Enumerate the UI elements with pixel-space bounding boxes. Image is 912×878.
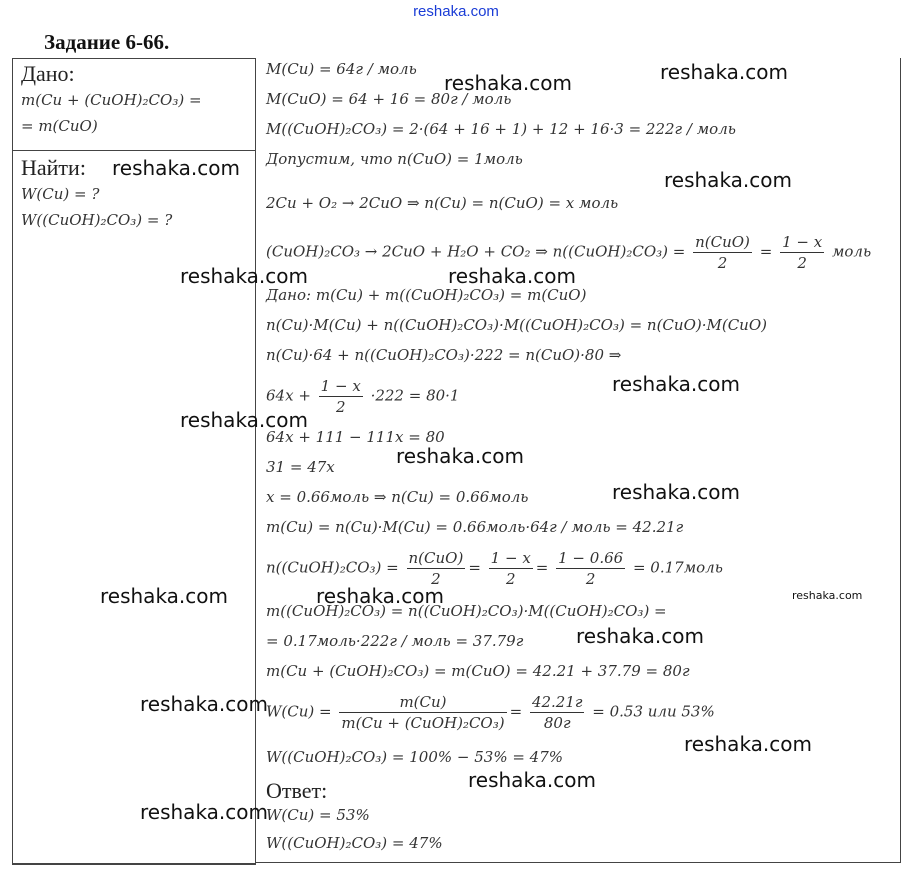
find-line-2: W((CuOH)₂CO₃) = ? (21, 211, 173, 229)
answer-heading: Ответ: (266, 778, 328, 803)
l15-left: n((CuOH)₂CO₃) = (266, 558, 399, 577)
watermark: reshaka.com (316, 584, 444, 608)
given-section (13, 59, 256, 151)
l6-fraction-1 (693, 232, 752, 273)
find-section (13, 151, 256, 864)
watermark: reshaka.com (660, 60, 788, 84)
answer-line-1: W(Cu) = 53% (266, 806, 370, 824)
watermark: reshaka.com (792, 589, 863, 602)
solution-line-18: m(Cu + (CuOH)₂CO₃) = m(CuO) = 42.21 + 37.79 = 80г (266, 662, 690, 680)
watermark: reshaka.com (664, 168, 792, 192)
find-heading: Найти: (21, 155, 86, 180)
column-divider (255, 58, 256, 863)
watermark: reshaka.com (684, 732, 812, 756)
solution-line-20: W((CuOH)₂CO₃) = 100% − 53% = 47% (266, 748, 564, 766)
l19-f1-num: m(Cu) (339, 692, 506, 713)
l15-f3-den: 2 (585, 570, 596, 588)
l10-den: 2 (335, 398, 346, 416)
l19-f2-den: 80г (543, 714, 571, 732)
solution-line-8: n(Cu)·M(Cu) + n((CuOH)₂CO₃)·M((CuOH)₂CO₃) = n(CuO)·M(CuO) (266, 316, 767, 334)
answer-line-2: W((CuOH)₂CO₃) = 47% (266, 834, 443, 852)
solution-line-17: = 0.17моль·222г / моль = 37.79г (266, 632, 524, 650)
solution-line-5: 2Cu + O₂ → 2CuO ⇒ n(Cu) = n(CuO) = x моль (266, 194, 619, 212)
watermark: reshaka.com (100, 584, 228, 608)
l10-right: ·222 = 80·1 (370, 386, 460, 405)
solution-line-15: n((CuOH)₂CO₃) = $\frac{\text{n(CuO)}}{2}$ = $\frac{1 - x}{2}$ = $\frac{1 - 0.66}{2}$ = 0.17моль (266, 549, 723, 588)
l6-f1-den: 2 (717, 254, 728, 272)
watermark: reshaka.com (140, 692, 268, 716)
l6-f2-den: 2 (797, 254, 807, 272)
l19-right: = 0.53 или 53% (592, 702, 715, 721)
l10-fraction (319, 376, 363, 417)
watermark: reshaka.com (612, 372, 740, 396)
l6-left: (CuOH)₂CO₃ → 2CuO + H₂O + CO₂ ⇒ n((CuOH)₂CO₃) = (266, 242, 686, 261)
l6-unit: моль (831, 242, 872, 261)
given-line-2: = m(CuO) (21, 117, 98, 135)
l15-f2-num: 1 − x (490, 549, 531, 567)
watermark: reshaka.com (576, 624, 704, 648)
solution-line-7: Дано: m(Cu) + m((CuOH)₂CO₃) = m(CuO) (266, 286, 587, 304)
solution-line-11: 64x + 111 − 111x = 80 (266, 428, 445, 446)
l15-fraction-1 (407, 548, 466, 589)
watermark: reshaka.com (444, 71, 572, 95)
solution-line-13: x = 0.66моль ⇒ n(Cu) = 0.66моль (266, 488, 529, 506)
watermark: reshaka.com (112, 156, 240, 180)
watermark: reshaka.com (140, 800, 268, 824)
right-border (900, 58, 901, 863)
solution-line-12: 31 = 47x (266, 458, 335, 476)
l10-left: 64x + (266, 386, 311, 405)
solution-line-14: m(Cu) = n(Cu)·M(Cu) = 0.66моль·64г / моль = 42.21г (266, 518, 684, 536)
solution-line-19: W(Cu) = $\frac{m(Cu)}{\text{m(Cu + (CuOH)₂CO₃)}}$ = $\frac{42.21г}{80г}$ = 0.53 или 53% (266, 693, 715, 732)
l6-f2-num: 1 − x (782, 233, 823, 251)
watermark: reshaka.com (468, 768, 596, 792)
watermark: reshaka.com (448, 264, 576, 288)
l19-f1-den: m(Cu + (CuOH)₂CO₃) (341, 714, 505, 732)
solution-line-1: M(Cu) = 64г / моль (266, 60, 417, 78)
l15-f1-num: n(CuO) (408, 549, 464, 567)
l19-left: W(Cu) = (266, 702, 332, 721)
l19-f2-num: 42.21г (531, 693, 583, 711)
watermark: reshaka.com (612, 480, 740, 504)
solution-line-9: n(Cu)·64 + n((CuOH)₂CO₃)·222 = n(CuO)·80 ⇒ (266, 346, 622, 364)
watermark: reshaka.com (396, 444, 524, 468)
l15-f1-den: 2 (431, 570, 441, 588)
bottom-border (255, 862, 901, 863)
l19-fraction-2 (530, 692, 585, 733)
given-line-1: m(Cu + (CuOH)₂CO₃) = (21, 91, 202, 109)
solution-line-3: M((CuOH)₂CO₃) = 2·(64 + 16 + 1) + 12 + 16·3 = 222г / моль (266, 120, 736, 138)
watermark: reshaka.com (180, 264, 308, 288)
solution-line-16: m((CuOH)₂CO₃) = n((CuOH)₂CO₃)·M((CuOH)₂CO₃) = (266, 602, 667, 620)
l6-f1-num: n(CuO) (695, 233, 750, 251)
l6-fraction-2 (780, 232, 824, 273)
l10-num: 1 − x (320, 377, 361, 395)
l15-f2-den: 2 (505, 570, 516, 588)
site-top-link[interactable]: reshaka.com (413, 3, 499, 20)
find-line-1: W(Cu) = ? (21, 185, 100, 203)
l19-fraction-1 (339, 692, 506, 733)
task-title: Задание 6-66. (44, 30, 170, 54)
watermark: reshaka.com (180, 408, 308, 432)
l15-right: = 0.17моль (632, 558, 723, 577)
solution-line-4: Допустим, что n(CuO) = 1моль (266, 150, 523, 168)
l15-fraction-2 (489, 548, 533, 589)
solution-line-2: M(CuO) = 64 + 16 = 80г / моль (266, 90, 512, 108)
l15-fraction-3 (556, 548, 625, 589)
l15-f3-num: 1 − 0.66 (558, 549, 624, 567)
given-heading: Дано: (21, 61, 75, 86)
l6-eq: = (759, 242, 773, 261)
